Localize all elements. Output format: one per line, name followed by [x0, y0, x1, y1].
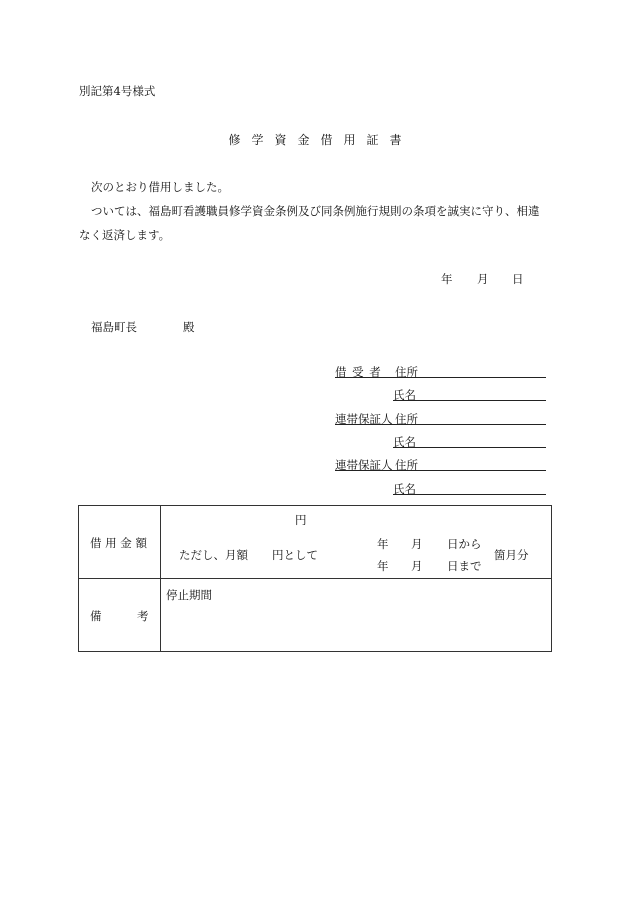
addressee-honorific: 殿: [183, 320, 195, 334]
remarks-label-2: 考: [137, 609, 149, 623]
amount-label: 借 用 金 額: [90, 536, 147, 550]
guarantor2-address-line: [335, 470, 546, 471]
remarks-label-1: 備: [90, 609, 102, 623]
yen-label: 円: [295, 513, 307, 527]
date-day: 日: [512, 272, 524, 286]
body-line-3: なく返済します。: [79, 228, 171, 242]
borrower-address-line: [335, 377, 546, 378]
body-line-2: ついては、福島町看護職員修学資金条例及び同条例施行規則の条項を誠実に守り、相違: [91, 204, 540, 218]
loan-table: [78, 505, 552, 652]
end-day-until: 日まで: [447, 559, 482, 573]
start-day-from: 日から: [447, 537, 482, 551]
borrower-label: 借 受 者: [335, 365, 382, 379]
remarks-value-cell: [161, 579, 552, 652]
end-year: 年: [377, 559, 389, 573]
guarantor1-label: 連帯保証人: [335, 412, 393, 426]
remarks-label-cell: [79, 579, 161, 652]
borrower-address-label: 住所: [395, 365, 418, 379]
guarantor1-name-line: [393, 447, 546, 448]
borrower-name-line: [393, 400, 546, 401]
start-month: 月: [411, 537, 423, 551]
body-line-1: 次のとおり借用しました。: [91, 180, 229, 194]
amount-value-cell: [161, 506, 552, 579]
date-month: 月: [477, 272, 489, 286]
addressee-name: 福島町長: [91, 320, 137, 334]
suspension-period-label: 停止期間: [166, 588, 212, 602]
guarantor2-address-label: 住所: [395, 458, 418, 472]
guarantor1-address-line: [335, 424, 546, 425]
guarantor2-name-label: 氏名: [393, 482, 416, 496]
form-number: 別記第4号様式: [79, 84, 156, 98]
guarantor2-label: 連帯保証人: [335, 458, 393, 472]
end-month: 月: [411, 559, 423, 573]
amount-label-cell: [79, 506, 161, 579]
guarantor1-address-label: 住所: [395, 412, 418, 426]
start-year: 年: [377, 537, 389, 551]
guarantor2-name-line: [393, 494, 546, 495]
months-total-label: 箇月分: [494, 548, 529, 562]
borrower-name-label: 氏名: [393, 388, 416, 402]
guarantor1-name-label: 氏名: [393, 435, 416, 449]
document-title: 修学資金借用証書: [228, 133, 413, 147]
monthly-label: ただし、月額: [179, 548, 248, 562]
yen-as-label: 円として: [272, 548, 318, 562]
date-year: 年: [441, 272, 453, 286]
